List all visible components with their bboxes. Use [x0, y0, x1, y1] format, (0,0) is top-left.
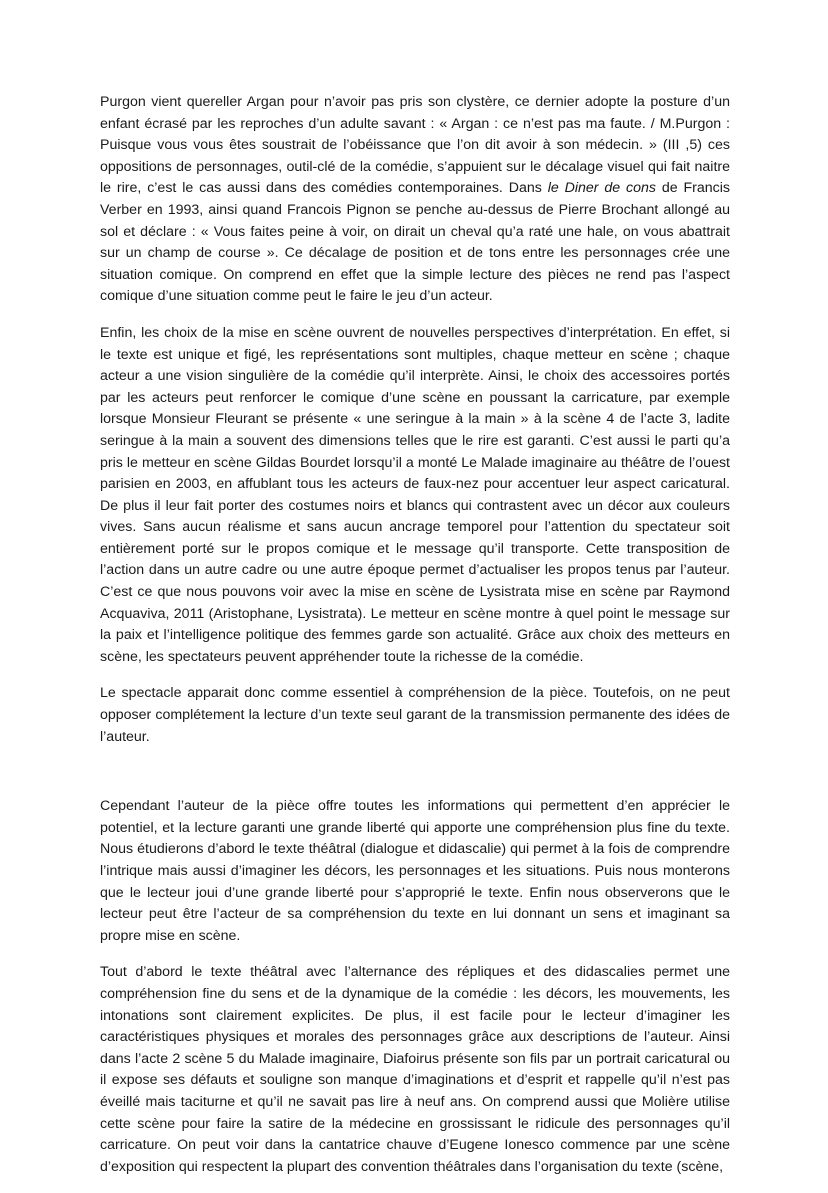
text-segment: Enfin, les choix de la mise en scène ouvrent de nouvelles perspectives d’interprétation. En effet, si le texte est unique et figé, les représentations sont multiples, chaque metteur en scène ; chaque acteur a une vision singulière de la comédie qu’il interprète. Ainsi, le choix des accessoires portés par les acteurs peut renforcer le comique d’une scène en poussant la carricature, par exemple lorsque Monsieur Fleurant se présente « une seringue à la main » à la scène 4 de l’acte 3, ladite seringue à la main a souvent des dimensions telles que le rire est garanti. C’est aussi le parti qu’a pris le metteur en scène Gildas Bourdet lorsqu’il a monté Le Malade imaginaire au théâtre de l’ouest parisien en 2003, en affublant tous les acteurs de faux-nez pour accentuer leur aspect caricatural. De plus il leur fait porter des costumes noirs et blancs qui contrastent avec un décor aux couleurs vives. Sans aucun réalisme et sans aucun ancrage temporel pour l’attention du spectateur soit entièrement porté sur le propos comique et le message qu’il transporte. Cette transposition de l’action dans un autre cadre ou une autre époque permet d’actualiser les propos tenus par l’auteur. C’est ce que nous pouvons voir avec la mise en scène de Lysistrata mise en scène par Raymond Acquaviva, 2011 (Aristophane, Lysistrata). Le metteur en scène montre à quel point le message sur la paix et l’intelligence politique des femmes garde son actualité. Grâce aux choix des metteurs en scène, les spectateurs peuvent appréhender toute la richesse de la comédie.	[100, 324, 730, 665]
text-segment: Le spectacle apparait donc comme essentiel à compréhension de la pièce. Toutefois, on ne peut opposer complétement la lecture d’un texte seul garant de la transmission permanente des idées de l’auteur.	[100, 685, 730, 745]
paragraph-reading-intro	[100, 796, 730, 947]
film-title: le Diner de cons	[547, 180, 656, 197]
text-segment: Purgon vient quereller Argan pour n’avoir pas pris son clystère, ce dernier adopte la posture d’un enfant écrasé par les reproches d’un adulte savant : « Argan : ce n’est pas ma faute. / M.Purgon : Puisque vous vous êtes soustrait de l’obéissance que l’on dit avoir à son médecin. » (III ,5) ces oppositions de personnages, outil-clé de la comédie, s’appuient sur le décalage visuel qui fait naitre le rire, c’est le cas aussi dans des comédies contemporaines. Dans	[100, 94, 730, 197]
paragraph-theatrical-text	[100, 962, 730, 1178]
paragraph-comic-contrast	[100, 92, 730, 308]
text-segment: de Francis Verber en 1993, ainsi quand Francois Pignon se penche au-dessus de Pierre Brochant allongé au sol et déclare : « Vous faites peine à voir, on dirait un cheval qu’a raté une hale, on vous abattrait sur un champ de course ». Ce décalage de position et de tons entre les personnages crée une situation comique. On comprend en effet que la simple lecture des pièces ne rend pas l’aspect comique d’une situation comme peut le faire le jeu d’un acteur.	[100, 180, 730, 305]
paragraph-transition	[100, 683, 730, 748]
paragraph-staging-choices	[100, 323, 730, 669]
document-body	[100, 92, 730, 1193]
text-segment: Cependant l’auteur de la pièce offre toutes les informations qui permettent d’en apprécier le potentiel, et la lecture garanti une grande liberté qui apporte une compréhension plus fine du texte. Nous étudierons d’abord le texte théâtral (dialogue et didascalie) qui permet à la fois de comprendre l’intrique mais aussi d’imaginer les décors, les personnages et les situations. Puis nous monterons que le lecteur joui d’une grande liberté pour s’approprié le texte. Enfin nous observerons que le lecteur peut être l’acteur de sa compréhension du texte en lui donnant un sens et imaginant sa propre mise en scène.	[100, 798, 730, 944]
text-segment: Tout d’abord le texte théâtral avec l’alternance des répliques et des didascalies permet une compréhension fine du sens et de la dynamique de la comédie : les décors, les mouvements, les intonations sont clairement explicites. De plus, il est facile pour le lecteur d’imaginer les caractéristiques physiques et morales des personnages grâce aux descriptions de l’auteur. Ainsi dans l’acte 2 scène 5 du Malade imaginaire, Diafoirus présente son fils par un portrait caricatural ou il expose ses défauts et souligne son manque d’imaginations et d’esprit et rappelle qu’il n’est pas éveillé mais taciturne et qu’il ne savait pas lire à neuf ans. On comprend aussi que Molière utilise cette scène pour faire la satire de la médecine en grossissant le ridicule des personnages qu’il carricature. On peut voir dans la cantatrice chauve d’Eugene Ionesco commence par une scène d’exposition qui respectent la plupart des convention théâtrales dans l’organisation du texte (scène,	[100, 964, 730, 1175]
